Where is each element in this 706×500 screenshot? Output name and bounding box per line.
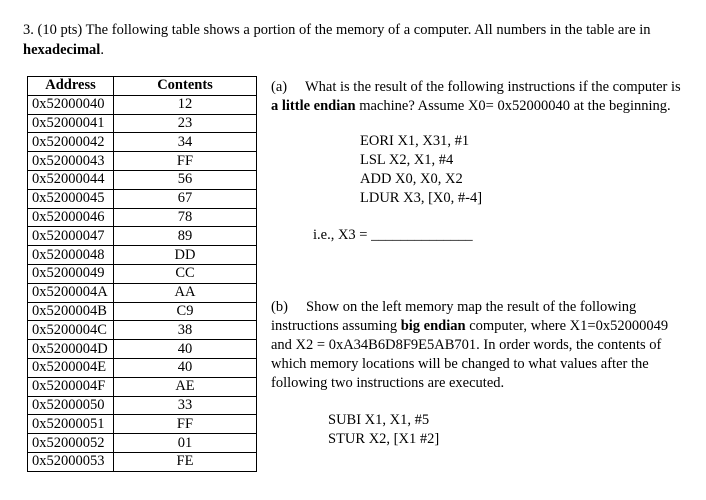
code-line: SUBI X1, X1, #5 [328, 412, 430, 428]
cell-contents: 56 [114, 170, 257, 189]
cell-address: 0x5200004A [28, 283, 114, 302]
part-b-text2: computer, where X1=0x52000049 and X2 = 0xA34B6D8F9E5AB701. In order words, the contents of which memory locations will be changed to what values after the following two instructions are executed. [271, 318, 669, 391]
cell-address: 0x5200004D [28, 340, 114, 359]
table-row [28, 358, 257, 377]
part-a-code [360, 132, 691, 208]
cell-contents: 34 [114, 133, 257, 152]
table-row [28, 152, 257, 171]
header-address: Address [28, 77, 114, 96]
cell-contents: 12 [114, 95, 257, 114]
table-row [28, 208, 257, 227]
cell-address: 0x52000041 [28, 114, 114, 133]
cell-address: 0x5200004C [28, 321, 114, 340]
cell-contents: 67 [114, 189, 257, 208]
cell-address: 0x52000049 [28, 264, 114, 283]
table-row [28, 95, 257, 114]
cell-address: 0x52000050 [28, 396, 114, 415]
cell-contents: 40 [114, 358, 257, 377]
cell-address: 0x5200004F [28, 377, 114, 396]
question-prefix: 3. (10 pts) The following table shows a portion of the memory of a computer. All numbers in the table are in [23, 22, 651, 38]
table-row [28, 434, 257, 453]
part-b-text [271, 298, 691, 393]
table-row [28, 189, 257, 208]
table-row [28, 340, 257, 359]
table-header [28, 77, 257, 96]
cell-address: 0x52000047 [28, 227, 114, 246]
question-bold: hexadecimal [23, 42, 101, 58]
cell-contents: 38 [114, 321, 257, 340]
table-row [28, 114, 257, 133]
table-row [28, 415, 257, 434]
part-b [271, 298, 691, 449]
cell-contents: 33 [114, 396, 257, 415]
part-a-text2: machine? Assume X0= 0x52000040 at the beginning. [355, 98, 671, 114]
answer-prompt: i.e., X3 = ______________ [313, 227, 473, 243]
part-b-text1: Show on the left memory map the result of the following instructions assuming [271, 299, 637, 334]
cell-address: 0x52000045 [28, 189, 114, 208]
part-a-bold: a little endian [271, 98, 356, 114]
table-row [28, 246, 257, 265]
cell-contents: FF [114, 415, 257, 434]
table-row [28, 283, 257, 302]
code-line: LSL X2, X1, #4 [360, 152, 454, 168]
cell-address: 0x52000042 [28, 133, 114, 152]
cell-contents: CC [114, 264, 257, 283]
question-text [23, 20, 703, 60]
part-a-label: (a) [271, 79, 288, 95]
code-line: ADD X0, X0, X2 [360, 171, 463, 187]
cell-contents: C9 [114, 302, 257, 321]
table-row [28, 264, 257, 283]
part-a [271, 78, 691, 245]
cell-address: 0x52000051 [28, 415, 114, 434]
table-row [28, 396, 257, 415]
cell-contents: 40 [114, 340, 257, 359]
cell-address: 0x52000046 [28, 208, 114, 227]
table-row [28, 302, 257, 321]
code-line: EORI X1, X31, #1 [360, 133, 470, 149]
part-b-code [328, 411, 691, 449]
table-row [28, 452, 257, 471]
question-suffix: . [100, 42, 104, 58]
memory-table [27, 76, 257, 472]
cell-contents: FE [114, 452, 257, 471]
header-contents: Contents [114, 77, 257, 96]
cell-address: 0x52000053 [28, 452, 114, 471]
table-row [28, 321, 257, 340]
table-row [28, 133, 257, 152]
cell-contents: AE [114, 377, 257, 396]
code-line: STUR X2, [X1 #2] [328, 431, 440, 447]
cell-address: 0x52000043 [28, 152, 114, 171]
cell-contents: 78 [114, 208, 257, 227]
part-b-bold: big endian [400, 318, 466, 334]
table-row [28, 170, 257, 189]
cell-contents: 89 [114, 227, 257, 246]
cell-contents: AA [114, 283, 257, 302]
cell-address: 0x52000048 [28, 246, 114, 265]
cell-contents: DD [114, 246, 257, 265]
code-line: LDUR X3, [X0, #-4] [360, 190, 483, 206]
cell-address: 0x52000052 [28, 434, 114, 453]
table-row [28, 227, 257, 246]
cell-address: 0x5200004B [28, 302, 114, 321]
table-row [28, 377, 257, 396]
cell-contents: FF [114, 152, 257, 171]
part-a-text1: What is the result of the following instructions if the computer is [304, 79, 681, 95]
cell-contents: 23 [114, 114, 257, 133]
cell-address: 0x52000044 [28, 170, 114, 189]
cell-contents: 01 [114, 434, 257, 453]
cell-address: 0x5200004E [28, 358, 114, 377]
part-b-label: (b) [271, 299, 288, 315]
cell-address: 0x52000040 [28, 95, 114, 114]
part-a-text [271, 78, 691, 116]
